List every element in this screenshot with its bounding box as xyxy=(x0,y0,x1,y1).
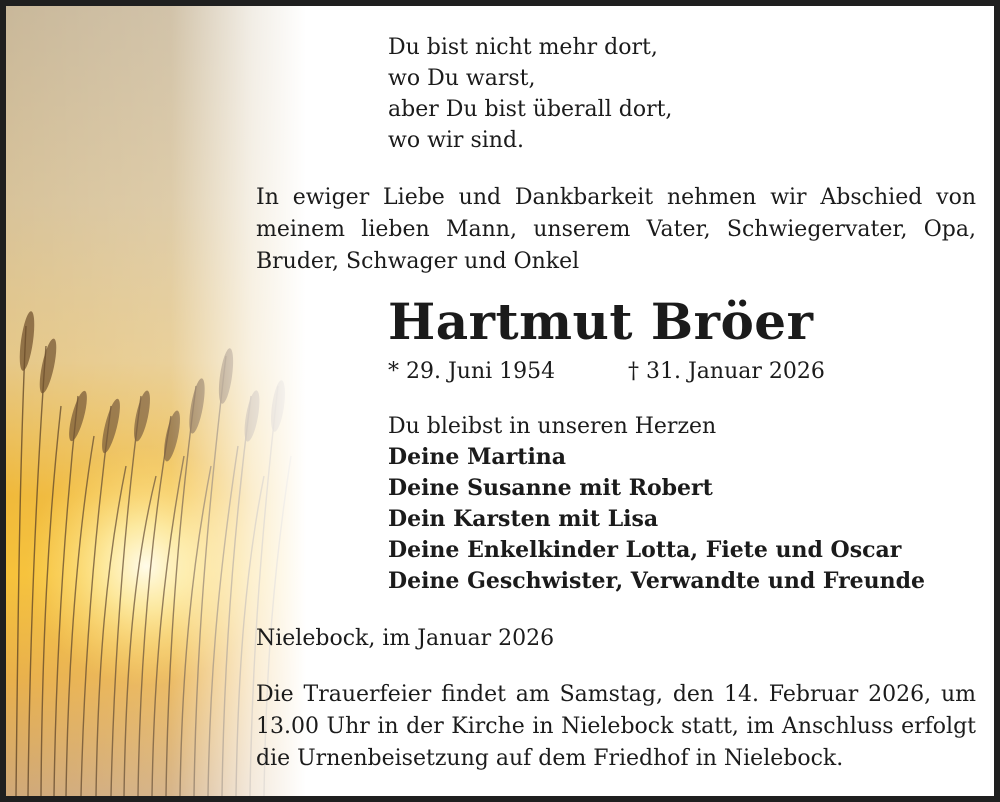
funeral-line: Die Trauerfeier findet am Samstag, den 14. Februar 2026, um xyxy=(256,682,976,707)
funeral-line: die Urnenbeisetzung auf dem Friedhof in Nielebock. xyxy=(256,746,844,771)
poem-line: wo Du warst, xyxy=(388,66,536,91)
farewell-line: Bruder, Schwager und Onkel xyxy=(256,249,580,274)
birth-date: * 29. Juni 1954 xyxy=(388,359,556,384)
poem-line: aber Du bist überall dort, xyxy=(388,97,673,122)
mourners-intro: Du bleibst in unseren Herzen xyxy=(388,414,717,439)
sunset-reeds-photo xyxy=(6,6,306,796)
poem-line: Du bist nicht mehr dort, xyxy=(388,35,658,60)
poem-line: wo wir sind. xyxy=(388,128,525,153)
mourner-entry: Deine Susanne mit Robert xyxy=(388,475,713,501)
mourners-list xyxy=(388,411,925,597)
mourner-entry: Deine Enkelkinder Lotta, Fiete und Oscar xyxy=(388,537,902,563)
place-date: Nielebock, im Januar 2026 xyxy=(256,626,555,651)
farewell-line: meinem lieben Mann, unserem Vater, Schwiegervater, Opa, xyxy=(256,217,976,242)
poem xyxy=(388,32,672,156)
deceased-name: Hartmut Bröer xyxy=(388,292,814,351)
mourner-entry: Deine Geschwister, Verwandte und Freunde xyxy=(388,568,926,594)
mourner-entry: Dein Karsten mit Lisa xyxy=(388,506,659,532)
funeral-line: 13.00 Uhr in der Kirche in Nielebock statt, im Anschluss erfolgt xyxy=(256,714,976,739)
farewell-line: In ewiger Liebe und Dankbarkeit nehmen wir Abschied von xyxy=(256,185,976,210)
farewell-text xyxy=(256,182,976,278)
life-dates xyxy=(388,358,825,386)
mourner-entry: Deine Martina xyxy=(388,444,567,470)
funeral-info xyxy=(256,679,976,775)
death-date: † 31. Januar 2026 xyxy=(628,359,825,384)
